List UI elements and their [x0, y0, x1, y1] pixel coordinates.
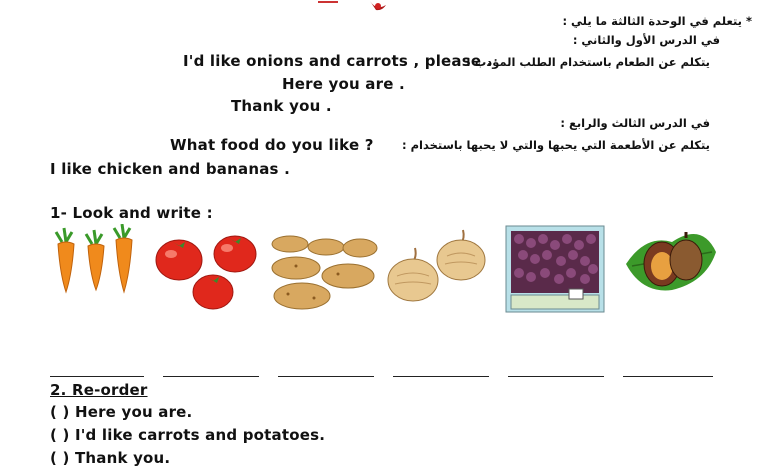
lessons-1-2-heading: في الدرس الأول والثاني : [572, 33, 720, 47]
here-you-are-sentence: Here you are . [282, 75, 405, 93]
answer-blank-4[interactable] [393, 376, 489, 377]
carrots-image [50, 224, 142, 296]
answer-blank-3[interactable] [278, 376, 374, 377]
request-sentence: I'd like onions and carrots , please . [183, 52, 493, 70]
unit-intro-text: * يتعلم في الوحدة الثالثة ما يلي : [562, 14, 752, 28]
thank-you-sentence: Thank you . [231, 97, 332, 115]
top-decoration-image [318, 0, 398, 14]
polite-request-text: يتكلم عن الطعام باستخدام الطلب المؤدب : [466, 55, 710, 69]
onions-image [385, 226, 490, 306]
answer-blank-2[interactable] [163, 376, 259, 377]
potatoes-image [268, 234, 380, 312]
answer-blank-1[interactable] [50, 376, 144, 377]
answer-sentence: I like chicken and bananas . [50, 160, 290, 178]
reorder-item-1: ( ) Here you are. [50, 403, 193, 421]
tomatoes-image [155, 232, 260, 312]
reorder-item-2: ( ) I'd like carrots and potatoes. [50, 426, 326, 444]
figs-image [622, 220, 718, 298]
lessons-3-4-heading: في الدرس الثالث والرابع : [560, 116, 710, 130]
exercise-1-title: 1- Look and write : [50, 204, 213, 222]
answer-blank-6[interactable] [623, 376, 713, 377]
likes-dislikes-text: يتكلم عن الأطعمة التي يحبها والتي لا يحبها باستخدام : [401, 138, 710, 152]
answer-blank-5[interactable] [508, 376, 604, 377]
reorder-item-3: ( ) Thank you. [50, 449, 171, 467]
exercise-2-title: 2. Re-order [50, 381, 148, 399]
grapes-crate-image [505, 225, 605, 313]
question-sentence: What food do you like ? [170, 136, 374, 154]
